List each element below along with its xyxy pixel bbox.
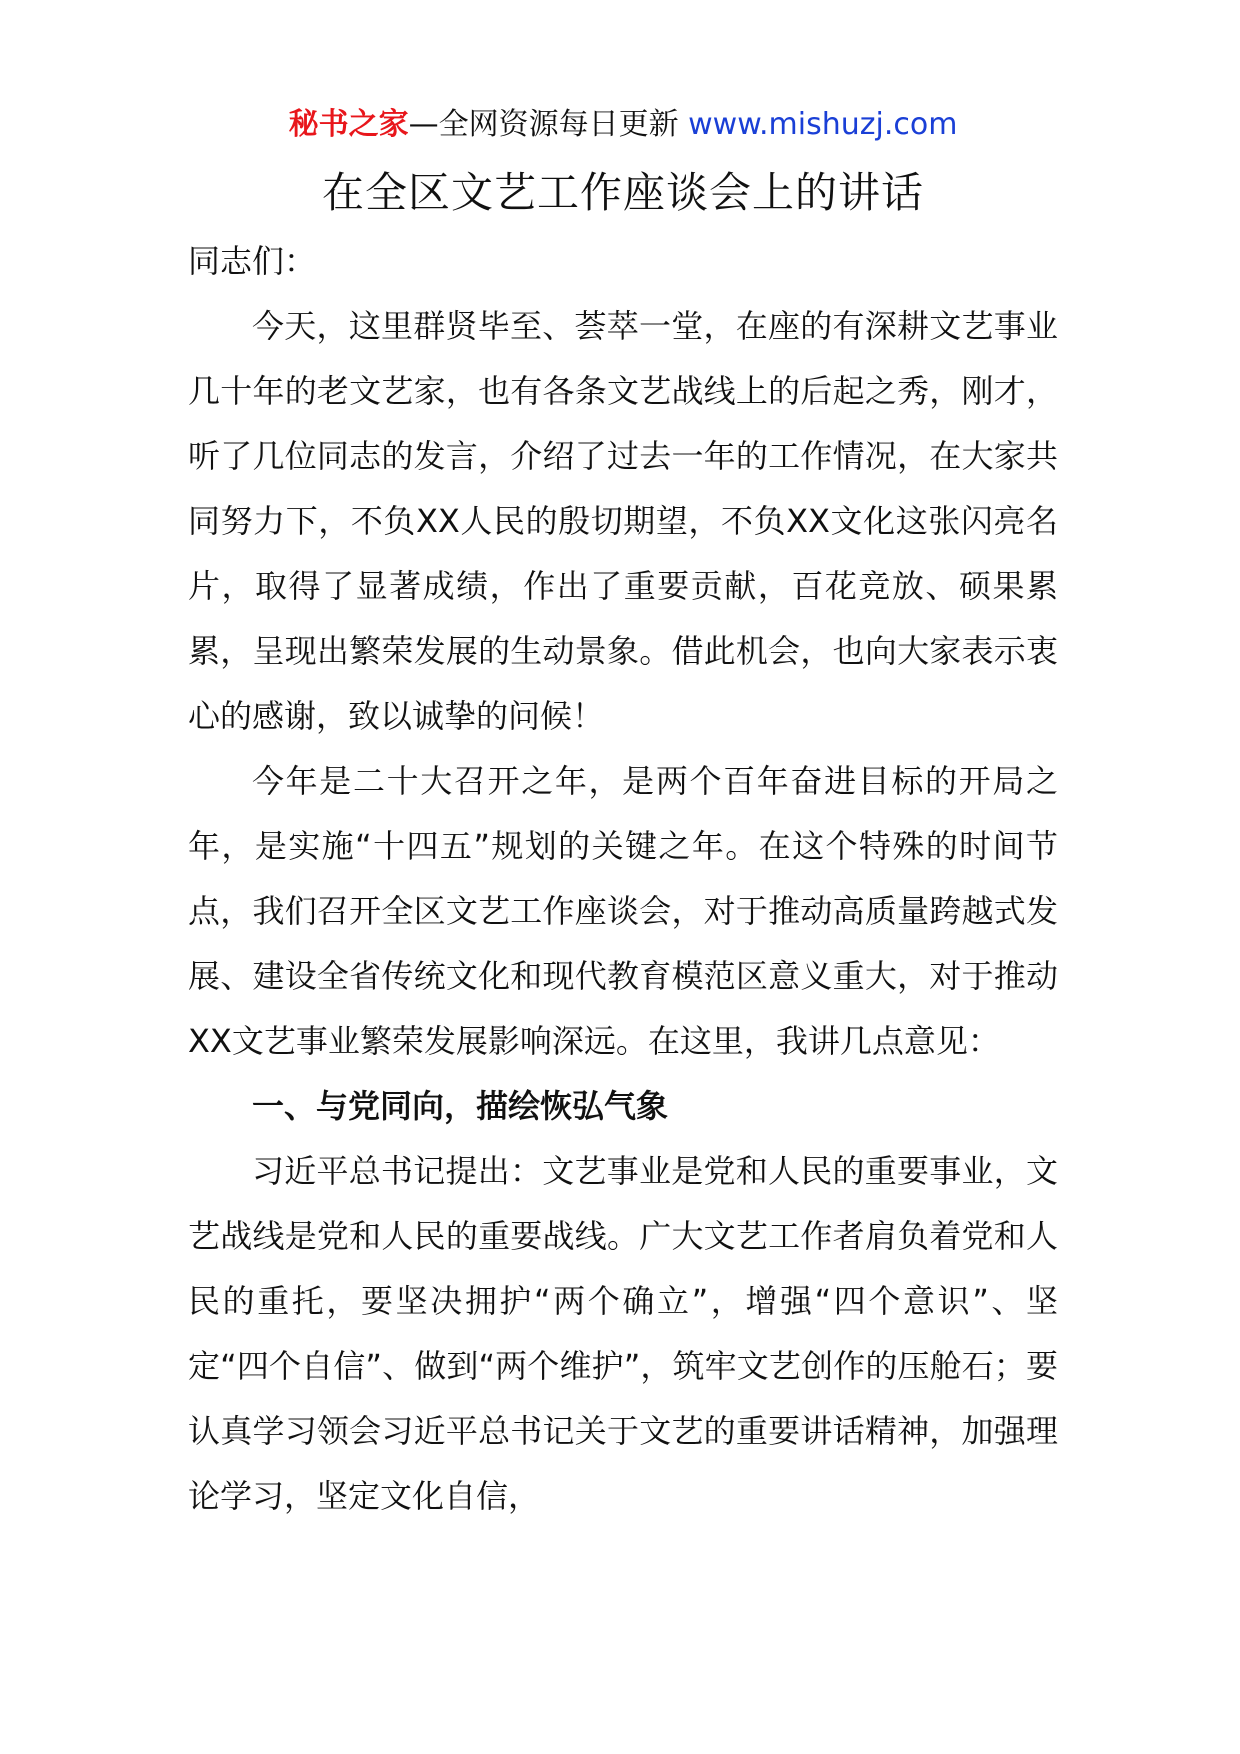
brand-name: 秘书之家 xyxy=(288,107,409,142)
document-title: 在全区文艺工作座谈会上的讲话 xyxy=(321,168,924,217)
site-url-link[interactable]: www.mishuzj.com xyxy=(688,107,958,142)
site-header xyxy=(188,95,1058,155)
document-page xyxy=(188,95,1058,1529)
header-tagline: —全网资源每日更新 xyxy=(408,107,679,142)
paragraph-intro: 今天，这里群贤毕至、荟萃一堂，在座的有深耕文艺事业几十年的老文艺家，也有各条文艺战线上的后起之秀，刚才，听了几位同志的发言，介绍了过去一年的工作情况，在大家共同努力下，不负XX人民的殷切期望，不负XX文化这张闪亮名片，取得了显著成绩，作出了重要贡献，百花竞放、硕果累累，呈现出繁荣发展的生动景象。借此机会，也向大家表示衷心的感谢，致以诚挚的问候！ xyxy=(188,307,1058,735)
salutation: 同志们： xyxy=(188,242,317,280)
section-heading-one: 一、与党同向，描绘恢弘气象 xyxy=(252,1087,669,1125)
paragraph-section-one: 习近平总书记提出：文艺事业是党和人民的重要事业，文艺战线是党和人民的重要战线。广大文艺工作者肩负着党和人民的重托，要坚决拥护“两个确立”，增强“四个意识”、坚定“四个自信”、做到“两个维护”，筑牢文艺创作的压舱石；要认真学习领会习近平总书记关于文艺的重要讲话精神，加强理论学习，坚定文化自信， xyxy=(188,1152,1058,1515)
paragraph-context: 今年是二十大召开之年，是两个百年奋进目标的开局之年，是实施“十四五”规划的关键之年。在这个特殊的时间节点，我们召开全区文艺工作座谈会，对于推动高质量跨越式发展、建设全省传统文化和现代教育模范区意义重大，对于推动XX文艺事业繁荣发展影响深远。在这里，我讲几点意见： xyxy=(188,762,1058,1060)
